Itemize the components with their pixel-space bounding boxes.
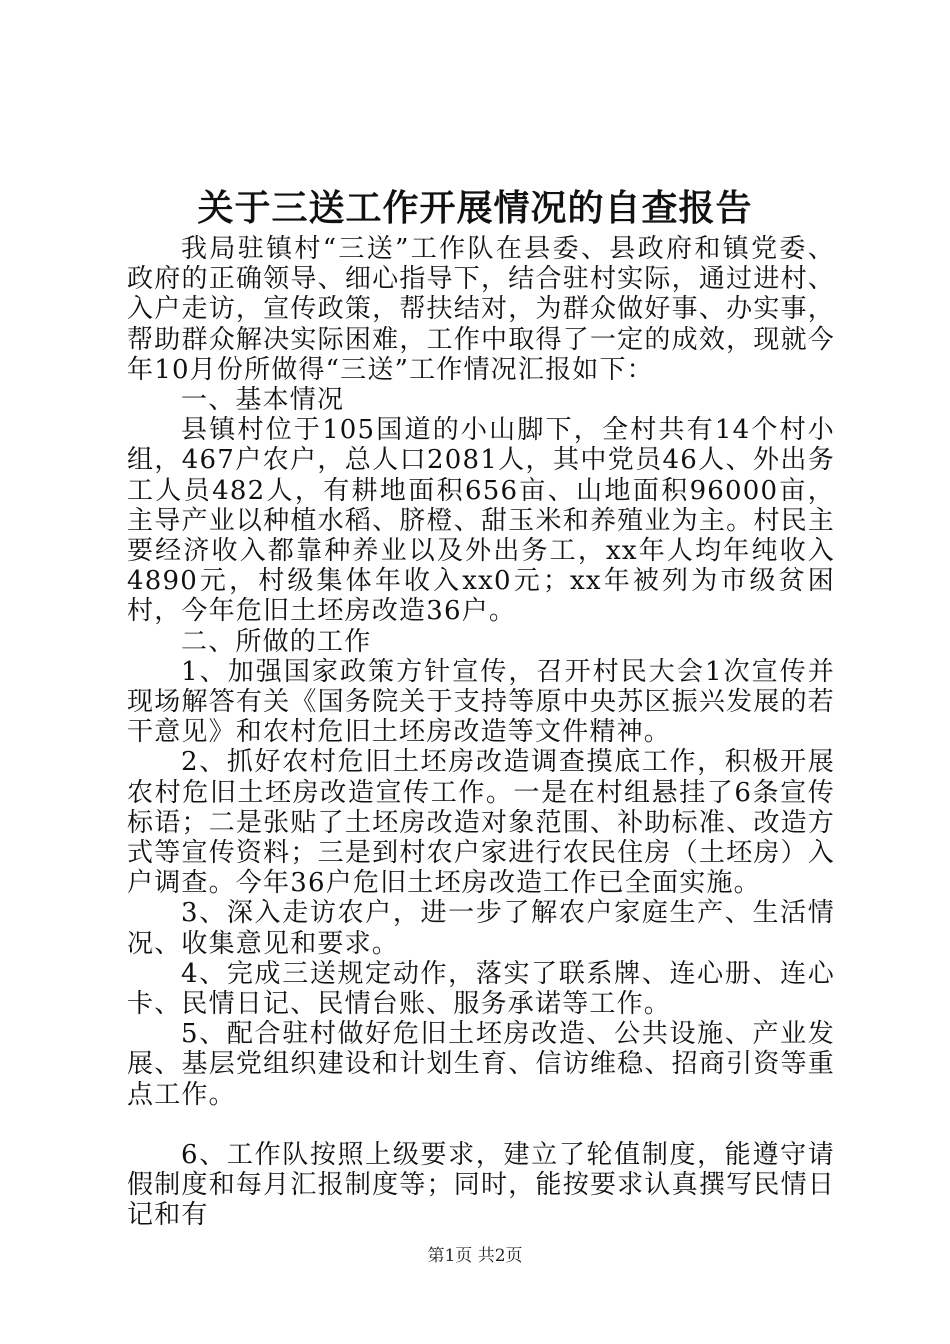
- page-footer: 第1页 共2页: [427, 1246, 523, 1266]
- work-item-5: 5、配合驻村做好危旧土坯房改造、公共设施、产业发展、基层党组织建设和计划生育、信访维稳、招商引资等重点工作。: [127, 1019, 835, 1110]
- section-heading-basic: 一、基本情况: [181, 385, 345, 416]
- work-item-2: 2、抓好农村危旧土坯房改造调查摸底工作，积极开展农村危旧土坯房改造宣传工作。一是在村组悬挂了6条宣传标语；二是张贴了土坯房改造对象范围、补助标准、改造方式等宣传资料；三是到村农户家进行农民住房（土坯房）入户调查。今年36户危旧土坯房改造工作已全面实施。: [127, 747, 835, 899]
- work-item-6: 6、工作队按照上级要求，建立了轮值制度，能遵守请假制度和每月汇报制度等；同时，能按要求认真撰写民情日记和有: [127, 1139, 835, 1231]
- document-body: [127, 234, 835, 1231]
- work-item-3: 3、深入走访农户，进一步了解农户家庭生产、生活情况、收集意见和要求。: [127, 898, 835, 959]
- basic-info-paragraph: 县镇村位于105国道的小山脚下，全村共有14个村小组，467户农户，总人口2081人，其中党员46人、外出务工人员482人，有耕地面积656亩、山地面积96000亩，主导产业以种植水稻、脐橙、甜玉米和养殖业为主。村民主要经济收入都靠种养业以及外出务工，xx年人均年纯收入4890元，村级集体年收入xx0元；xx年被列为市级贫困村，今年危旧土坯房改造36户。: [127, 415, 835, 627]
- document-title: 关于三送工作开展情况的自查报告: [197, 187, 753, 229]
- work-item-1: 1、加强国家政策方针宣传，召开村民大会1次宣传并现场解答有关《国务院关于支持等原中央苏区振兴发展的若干意见》和农村危旧土坯房改造等文件精神。: [127, 656, 835, 748]
- section-heading-work: 二、所做的工作: [181, 626, 372, 657]
- intro-paragraph: 我局驻镇村“三送”工作队在县委、县政府和镇党委、政府的正确领导、细心指导下，结合驻村实际，通过进村、入户走访，宣传政策，帮扶结对，为群众做好事、办实事，帮助群众解决实际困难，工作中取得了一定的成效，现就今年10月份所做得“三送”工作情况汇报如下：: [127, 234, 835, 385]
- work-item-4: 4、完成三送规定动作，落实了联系牌、连心册、连心卡、民情日记、民情台账、服务承诺等工作。: [127, 958, 835, 1020]
